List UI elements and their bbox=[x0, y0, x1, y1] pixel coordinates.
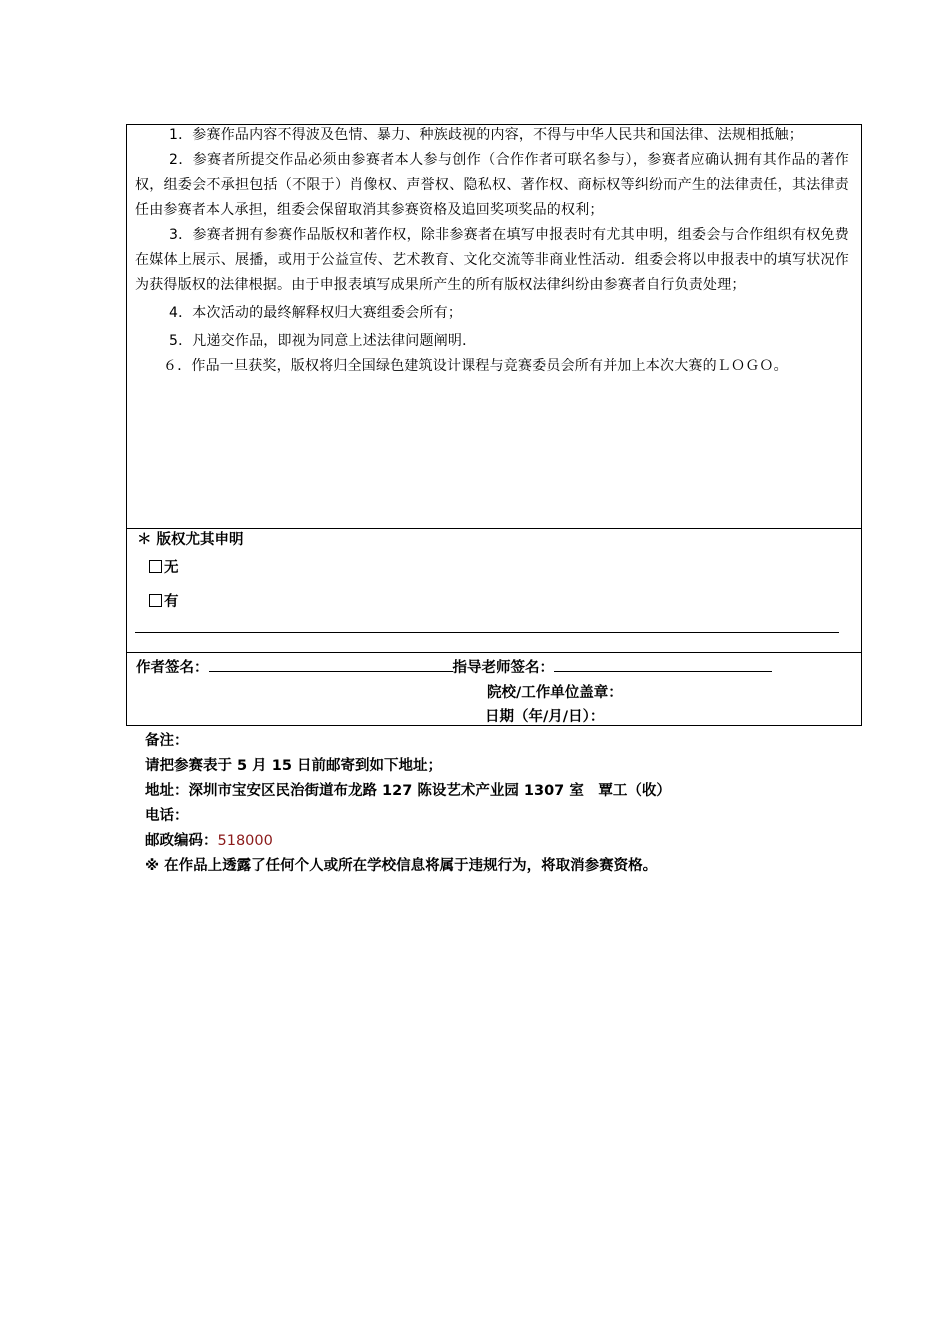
checkbox-icon[interactable] bbox=[149, 594, 162, 607]
option-none[interactable] bbox=[149, 556, 179, 577]
author-signature-line[interactable] bbox=[209, 659, 453, 672]
checkbox-icon[interactable] bbox=[149, 560, 162, 573]
option-none-label: 无 bbox=[164, 560, 179, 576]
author-signature-label: 作者签名： bbox=[136, 660, 209, 676]
statement-write-line[interactable] bbox=[135, 632, 839, 633]
option-yes[interactable] bbox=[149, 590, 179, 611]
teacher-signature-label: 指导老师签名： bbox=[452, 660, 554, 676]
clause-3: 3．参赛者拥有参赛作品版权和著作权，除非参赛者在填写申报表时有尤其申明，组委会与合作组织有权免费在媒体上展示、展播，或用于公益宣传、艺术教育、文化交流等非商业性活动．组委会将以申报表中的填写状况作为获得版权的法律根据。由于申报表填写成果所产生的所有版权法律纠纷由参赛者自行负责处理； bbox=[135, 227, 849, 293]
notes-postcode bbox=[145, 829, 671, 854]
copyright-statement-title: ＊ 版权尤其申明 bbox=[137, 532, 244, 548]
clause-6: ６．作品一旦获奖，版权将归全国绿色建筑设计课程与竞赛委员会所有并加上本次大赛的ＬＯＧＯ。 bbox=[163, 358, 788, 374]
teacher-signature-line[interactable] bbox=[554, 659, 772, 672]
clause-2: 2．参赛者所提交作品必须由参赛者本人参与创作（合作作者可联名参与），参赛者应确认拥有其作品的著作权，组委会不承担包括（不限于）肖像权、声誉权、隐私权、著作权、商标权等纠纷而产生的法律责任，其法律责任由参赛者本人承担，组委会保留取消其参赛资格及追回奖项奖品的权利； bbox=[135, 152, 849, 218]
notes-phone: 电话： bbox=[145, 808, 189, 824]
notes-address: 地址：深圳市宝安区民治街道布龙路 127 陈设艺术产业园 1307 室 覃工（收） bbox=[145, 783, 671, 799]
postcode-value: 518000 bbox=[217, 833, 273, 849]
date-label: 日期（年/月/日）： bbox=[485, 709, 605, 725]
entry-form-table bbox=[126, 124, 862, 726]
seal-label: 院校/工作单位盖章： bbox=[487, 685, 623, 701]
postcode-label: 邮政编码： bbox=[145, 833, 218, 849]
clause-5: 5．凡递交作品，即视为同意上述法律问题阐明． bbox=[169, 333, 477, 349]
notes-deadline: 请把参赛表于 5 月 15 日前邮寄到如下地址； bbox=[145, 758, 442, 774]
terms-section bbox=[127, 125, 861, 529]
signature-section bbox=[127, 652, 861, 725]
copyright-statement-section bbox=[127, 528, 861, 653]
notes-block bbox=[145, 729, 671, 879]
notes-title: 备注： bbox=[145, 733, 189, 749]
notes-warning: ※ 在作品上透露了任何个人或所在学校信息将属于违规行为，将取消参赛资格。 bbox=[145, 858, 658, 874]
clause-1: 1．参赛作品内容不得波及色情、暴力、种族歧视的内容，不得与中华人民共和国法律、法规相抵触； bbox=[169, 127, 803, 143]
clause-4: 4．本次活动的最终解释权归大赛组委会所有； bbox=[169, 305, 463, 321]
option-yes-label: 有 bbox=[164, 594, 179, 610]
